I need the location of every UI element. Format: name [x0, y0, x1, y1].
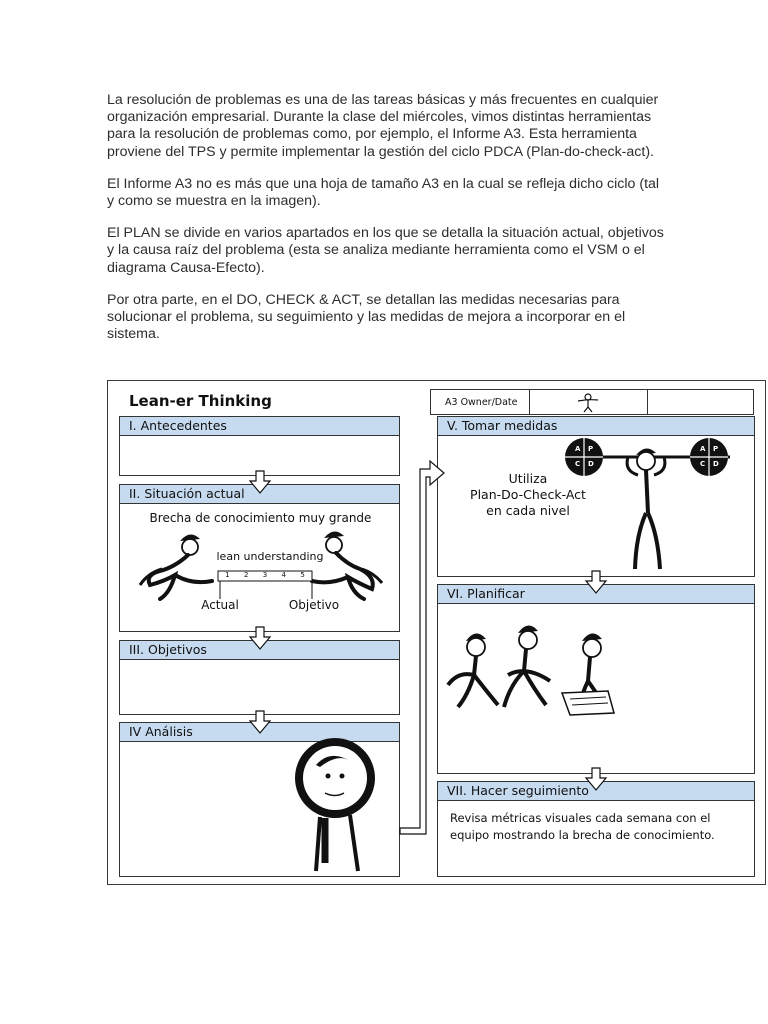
pdca-line: en cada nivel — [486, 503, 570, 518]
section-header: II. Situación actual — [120, 485, 399, 504]
scale-tick: 4 — [281, 571, 287, 579]
paragraph: El Informe A3 no es más que una hoja de tamaño A3 en la cual se refleja dicho ciclo (tal y como se muestra en la imagen). — [107, 175, 660, 210]
scale-label: lean understanding — [216, 550, 324, 563]
section-header: III. Objetivos — [120, 641, 399, 660]
owner-date-label: A3 Owner/Date — [445, 397, 518, 408]
paragraph: La resolución de problemas es una de las tareas básicas y más frecuentes en cualquier organización empresarial. Durante la clase del miércoles, vimos distintas herramientas para la resolución de problemas como, por ejemplo, el Informe A3. Esta herramienta proviene del TPS y permite implementar la gestión del ciclo PDCA (Plan-do-check-act). — [107, 92, 659, 160]
scale-tick: 5 — [300, 571, 305, 579]
paragraph: Por otra parte, en el DO, CHECK & ACT, se detallan las medidas necesarias para solucionar el problema, su seguimiento y las medidas de mejora a incorporar en el sistema. — [107, 291, 626, 343]
actual-label: Actual — [201, 598, 239, 612]
scale-tick: 2 — [243, 571, 249, 579]
pdca-line: Plan-Do-Check-Act — [470, 487, 586, 502]
seguimiento-line: equipo mostrando la brecha de conocimiento. — [450, 828, 715, 842]
section-header: I. Antecedentes — [120, 417, 399, 436]
figure-title: Lean-er Thinking — [129, 392, 272, 410]
gap-text: Brecha de conocimiento muy grande — [149, 511, 372, 525]
seguimiento-line: Revisa métricas visuales cada semana con el — [450, 811, 711, 825]
pdca-letter: A — [700, 445, 706, 453]
scale-tick: 3 — [262, 571, 268, 579]
pdca-letter: P — [588, 445, 594, 453]
scale-tick: 1 — [225, 571, 230, 579]
body-text — [107, 92, 667, 358]
pdca-letter: D — [713, 460, 719, 468]
pdca-letter: A — [575, 445, 581, 453]
pdca-letter: P — [713, 445, 719, 453]
section-header: VII. Hacer seguimiento — [438, 782, 754, 801]
paragraph: El PLAN se divide en varios apartados en los que se detalla la situación actual, objetivos y la causa raíz del problema (esta se analiza mediante herramienta como el VSM o el diagrama Causa-Efecto). — [107, 225, 664, 276]
pdca-letter: D — [588, 460, 594, 468]
section-header: IV Análisis — [120, 723, 399, 742]
a3-report-figure — [107, 380, 766, 885]
pdca-letter: C — [700, 460, 706, 468]
objetivo-label: Objetivo — [288, 598, 340, 612]
pdca-line: Utiliza — [508, 471, 548, 486]
section-header: VI. Planificar — [438, 585, 754, 604]
pdca-letter: C — [575, 460, 581, 468]
flow-arrows-icon — [108, 381, 767, 886]
section-header: V. Tomar medidas — [438, 417, 754, 436]
